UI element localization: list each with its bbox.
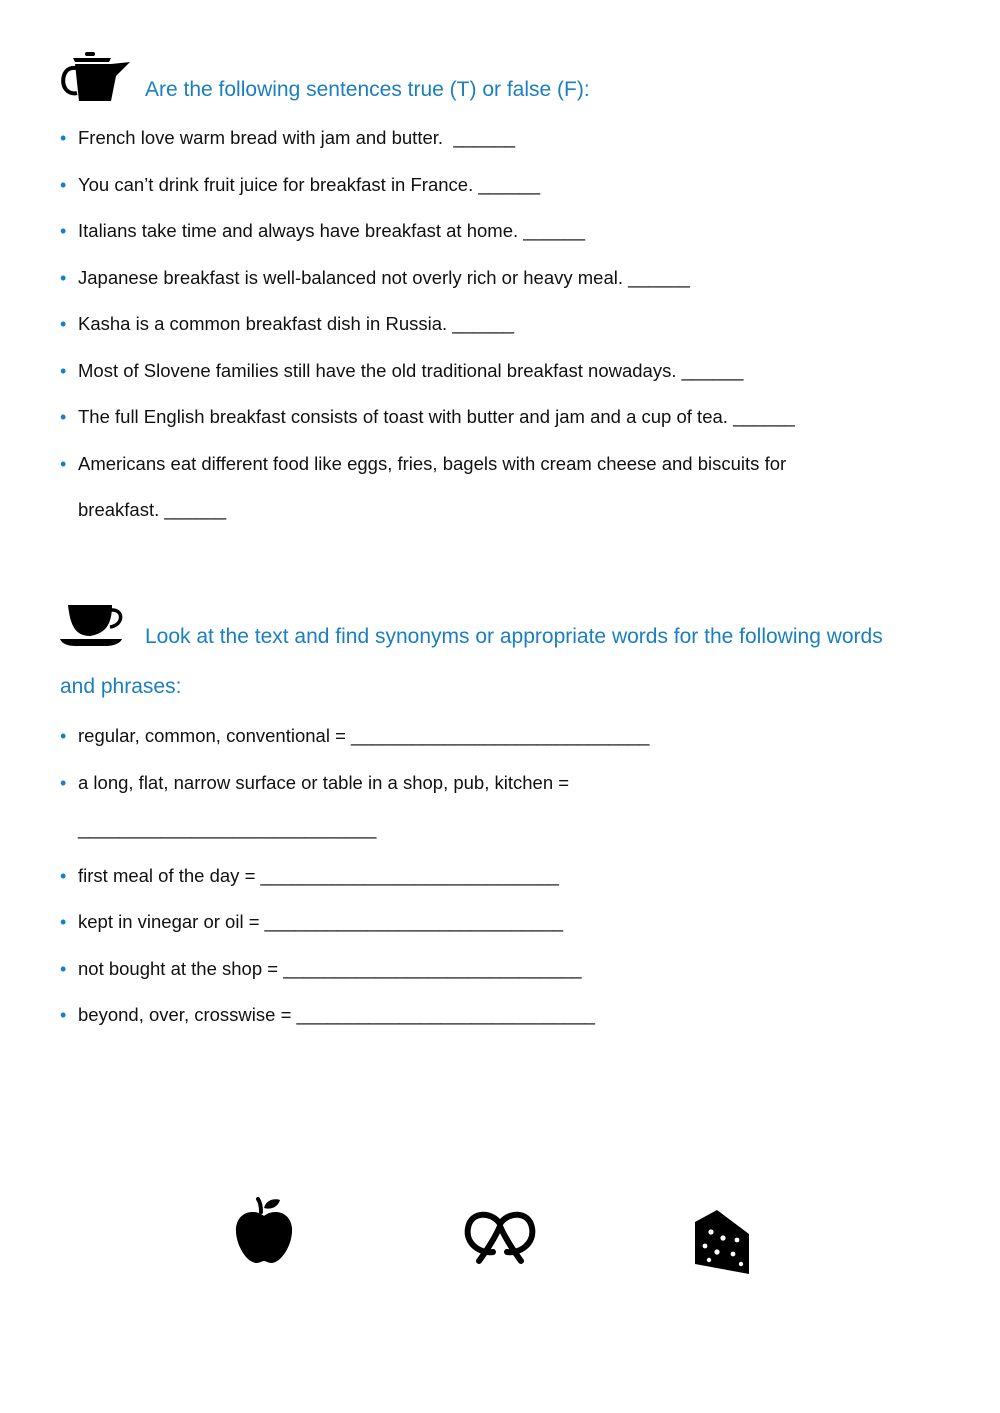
cheese-icon [693,1208,751,1276]
list-item [60,301,960,348]
prompt-text: not bought at the shop = [78,957,279,979]
answer-blank[interactable]: ______ [733,406,795,427]
answer-blank[interactable]: ______ [523,220,585,241]
list-item [60,348,960,395]
answer-blank[interactable]: _____________________________ [264,911,564,932]
statement-text: Japanese breakfast is well-balanced not overly rich or heavy meal. [78,266,624,288]
list-item [60,115,960,162]
answer-blank[interactable]: ______ [478,173,541,195]
answer-blank[interactable]: _____________________________ [78,818,377,839]
list-item [60,441,960,534]
synonyms-list [60,713,960,1039]
section2-heading: Look at the text and find synonyms or appropriate words for the following words [145,625,883,648]
answer-blank[interactable]: ______ [628,266,690,288]
answer-blank[interactable]: ______ [453,127,516,148]
statement-text-cont: breakfast. [78,499,160,520]
section2-heading-cont: and phrases: [60,675,182,698]
prompt-text: kept in vinegar or oil = [78,911,260,932]
list-item [60,208,960,255]
list-item [60,713,960,760]
answer-blank[interactable]: ______ [452,313,515,334]
statement-text: French love warm bread with jam and butter. [78,127,444,148]
answer-blank[interactable]: ______ [164,499,227,520]
statement-text: Kasha is a common breakfast dish in Russia. [78,313,448,334]
list-item [60,992,960,1039]
prompt-text: regular, common, conventional = [78,725,346,746]
list-item [60,946,960,993]
true-false-list [60,115,960,534]
prompt-text: first meal of the day = [78,864,256,886]
answer-blank[interactable]: _____________________________ [351,725,650,746]
list-item [60,899,960,946]
answer-blank[interactable]: _____________________________ [296,1004,595,1025]
list-item [60,255,960,302]
apple-icon [234,1196,294,1266]
statement-text: You can’t drink fruit juice for breakfast in France. [78,173,474,195]
list-item [60,760,960,853]
pretzel-icon [463,1208,537,1266]
list-item [60,162,960,209]
answer-blank[interactable]: _____________________________ [260,864,559,886]
answer-blank[interactable]: _____________________________ [283,957,582,979]
list-item [60,394,960,441]
statement-text: Italians take time and always have breakfast at home. [78,220,519,241]
prompt-text: beyond, over, crosswise = [78,1004,292,1025]
list-item [60,853,960,900]
statement-text: The full English breakfast consists of toast with butter and jam and a cup of tea. [78,406,728,427]
answer-blank[interactable]: ______ [681,359,744,381]
statement-text: Most of Slovene families still have the old traditional breakfast nowadays. [78,359,677,381]
prompt-text: a long, flat, narrow surface or table in a shop, pub, kitchen = [78,771,570,793]
teapot-icon [59,52,133,104]
section1-heading: Are the following sentences true (T) or false (F): [145,78,590,101]
teacup-icon [60,603,126,647]
statement-text: Americans eat different food like eggs, fries, bagels with cream cheese and biscuits for [78,452,787,474]
